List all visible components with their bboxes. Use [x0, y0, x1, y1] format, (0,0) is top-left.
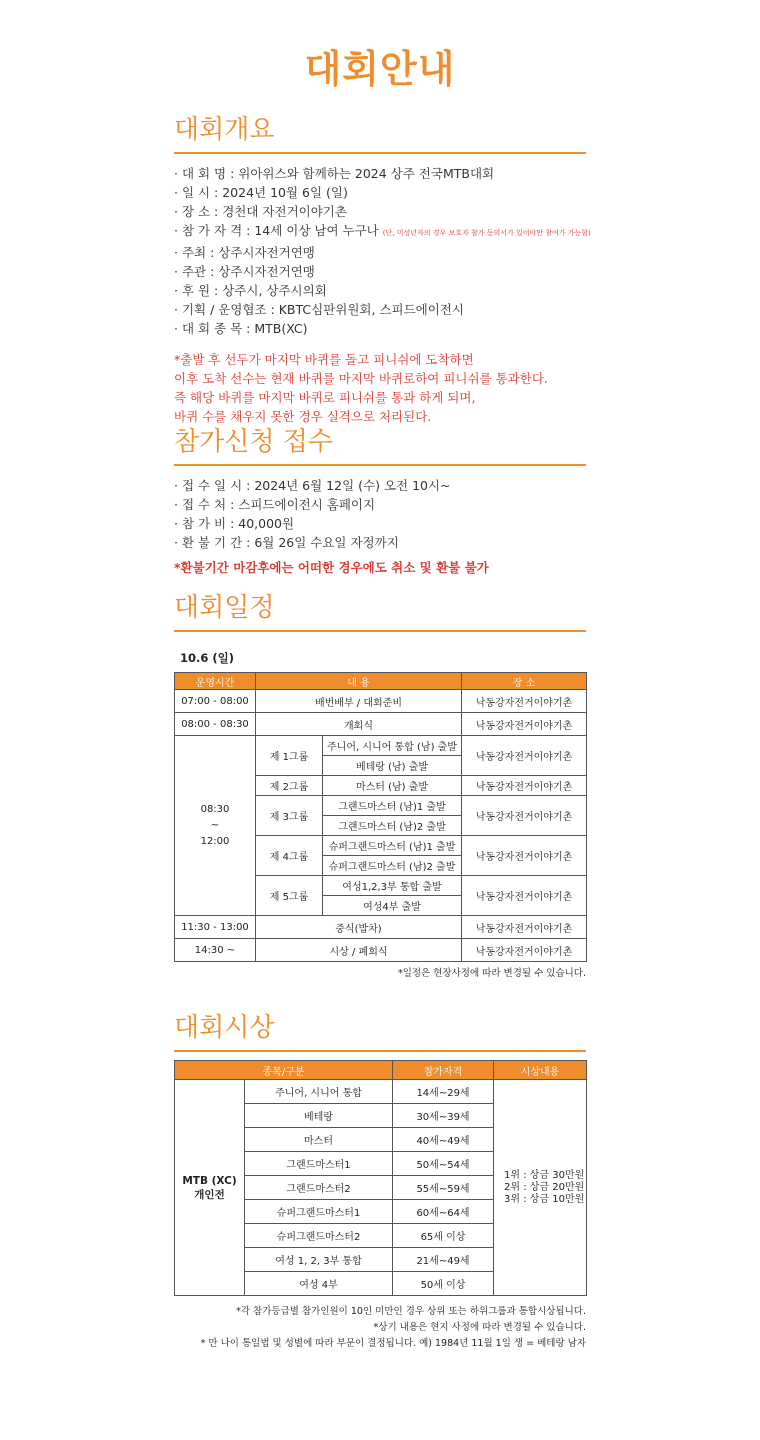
age-cell: 40세~49세 — [393, 1128, 494, 1152]
place-cell: 낙동강자전거이야기촌 — [462, 736, 587, 776]
age-cell: 21세~49세 — [393, 1248, 494, 1272]
overview-item: · 장 소 : 경천대 자전거이야기촌 — [174, 204, 347, 219]
col-header-content: 내 용 — [256, 673, 462, 690]
event-cell: 슈퍼그랜드마스터 (남)2 출발 — [323, 856, 462, 876]
col-header-time: 운영시간 — [175, 673, 256, 690]
age-cell: 50세~54세 — [393, 1152, 494, 1176]
age-cell: 14세~29세 — [393, 1080, 494, 1104]
age-cell: 30세~39세 — [393, 1104, 494, 1128]
awards-header-row — [175, 1061, 587, 1080]
prize-line: 2위 : 상금 20만원 — [504, 1181, 585, 1193]
schedule-section — [174, 590, 586, 982]
table-row — [175, 916, 587, 939]
time-cell: 07:00 - 08:00 — [175, 690, 256, 713]
event-cell: 여성1,2,3부 통합 출발 — [323, 876, 462, 896]
eligibility-note: (단, 미성년자의 경우 보호자 참가 동의서가 있어야만 참여가 가능함) — [382, 229, 591, 237]
group-cell: 제 5그룹 — [256, 876, 323, 916]
notice-line: *출발 후 선두가 마지막 바퀴를 돌고 피니쉬에 도착하면 — [174, 352, 474, 367]
content-cell: 배번배부 / 대회준비 — [256, 690, 462, 713]
table-row — [175, 690, 587, 713]
race-time-cell — [175, 736, 256, 916]
event-cell: 베테랑 (남) 출발 — [323, 756, 462, 776]
group-cell: 제 1그룹 — [256, 736, 323, 776]
prize-cell — [494, 1080, 587, 1296]
division-cell: 여성 1, 2, 3부 통합 — [245, 1248, 393, 1272]
registration-item: · 참 가 비 : 40,000원 — [174, 516, 295, 531]
overview-item-eligibility — [174, 221, 591, 243]
awards-notes — [174, 1304, 586, 1352]
division-cell: 슈퍼그랜드마스터1 — [245, 1200, 393, 1224]
awards-section — [174, 1010, 586, 1352]
event-cell: 슈퍼그랜드마스터 (남)1 출발 — [323, 836, 462, 856]
registration-section — [174, 424, 586, 577]
time-cell: 14:30 ~ — [175, 939, 256, 962]
place-cell: 낙동강자전거이야기촌 — [462, 796, 587, 836]
registration-item: · 접 수 처 : 스피드에이전시 홈페이지 — [174, 497, 376, 512]
category-cell — [175, 1080, 245, 1296]
division-cell: 그랜드마스터2 — [245, 1176, 393, 1200]
group-cell: 제 2그룹 — [256, 776, 323, 796]
group-cell: 제 3그룹 — [256, 796, 323, 836]
place-cell: 낙동강자전거이야기촌 — [462, 690, 587, 713]
registration-list — [174, 476, 586, 552]
registration-item: · 접 수 일 시 : 2024년 6월 12일 (수) 오전 10시~ — [174, 478, 451, 493]
page-title: 대회안내 — [304, 47, 456, 91]
table-row — [175, 939, 587, 962]
table-row — [175, 736, 587, 756]
race-time-start: 08:30 — [200, 803, 230, 815]
refund-notice-text: *환불기간 마감후에는 어떠한 경우에도 취소 및 환불 불가 — [174, 560, 489, 575]
eligibility-text: · 참 가 자 격 : 14세 이상 남여 누구나 — [174, 223, 379, 238]
overview-item: · 주최 : 상주시자전거연맹 — [174, 245, 315, 260]
col-header-prize: 시상내용 — [494, 1061, 587, 1080]
schedule-table — [174, 672, 587, 962]
event-cell: 여성4부 출발 — [323, 896, 462, 916]
age-cell: 55세~59세 — [393, 1176, 494, 1200]
awards-note: * 만 나이 통일법 및 성별에 따라 부문이 결정됩니다. 예) 1984년 11월 1일 생 = 베테랑 남자 — [200, 1338, 586, 1349]
race-time-end: 12:00 — [200, 835, 230, 847]
division-cell: 그랜드마스터1 — [245, 1152, 393, 1176]
place-cell: 낙동강자전거이야기촌 — [462, 916, 587, 939]
content-cell: 개회식 — [256, 713, 462, 736]
event-cell: 그랜드마스터 (남)2 출발 — [323, 816, 462, 836]
schedule-note: *일정은 현장사정에 따라 변경될 수 있습니다. — [397, 968, 586, 979]
overview-section — [174, 112, 591, 426]
time-cell: 11:30 - 13:00 — [175, 916, 256, 939]
age-cell: 60세~64세 — [393, 1200, 494, 1224]
place-cell: 낙동강자전거이야기촌 — [462, 836, 587, 876]
division-cell: 베테랑 — [245, 1104, 393, 1128]
awards-table — [174, 1060, 587, 1296]
awards-note: *각 참가등급별 참가인원이 10인 미만인 경우 상위 또는 하위그룹과 통합시상됩니다. — [236, 1306, 586, 1317]
schedule-date: 10.6 (일) — [180, 651, 234, 665]
age-cell: 50세 이상 — [393, 1272, 494, 1296]
time-cell: 08:00 - 08:30 — [175, 713, 256, 736]
content-cell: 시상 / 폐회식 — [256, 939, 462, 962]
overview-item: · 기획 / 운영협조 : KBTC심판위원회, 스피드에이전시 — [174, 302, 464, 317]
col-header-division: 종목/구분 — [175, 1061, 393, 1080]
event-cell: 주니어, 시니어 통합 (남) 출발 — [323, 736, 462, 756]
notice-line: 즉 해당 바퀴를 마지막 바퀴로 피니쉬를 통과 하게 되며, — [174, 390, 476, 405]
col-header-place: 장 소 — [462, 673, 587, 690]
category-line: 개인전 — [194, 1188, 225, 1201]
division-cell: 주니어, 시니어 통합 — [245, 1080, 393, 1104]
table-row — [175, 1080, 587, 1104]
race-rule-notice — [174, 350, 586, 426]
notice-line: 이후 도착 선수는 현재 바퀴를 마지막 바퀴로하여 피니쉬를 통과한다. — [174, 371, 548, 386]
table-row — [175, 713, 587, 736]
overview-heading: 대회개요 — [174, 112, 586, 154]
event-cell: 마스터 (남) 출발 — [323, 776, 462, 796]
overview-item: · 일 시 : 2024년 10월 6일 (일) — [174, 185, 348, 200]
schedule-header-row — [175, 673, 587, 690]
overview-item: · 대 회 명 : 위아위스와 함께하는 2024 상주 전국MTB대회 — [174, 166, 495, 181]
col-header-eligibility: 참가자격 — [393, 1061, 494, 1080]
category-line: MTB (XC) — [182, 1174, 237, 1187]
event-cell: 그랜드마스터 (남)1 출발 — [323, 796, 462, 816]
registration-heading: 참가신청 접수 — [174, 424, 586, 466]
awards-note: *상기 내용은 현지 사정에 따라 변경될 수 있습니다. — [373, 1322, 586, 1333]
place-cell: 낙동강자전거이야기촌 — [462, 713, 587, 736]
overview-item: · 대 회 종 목 : MTB(XC) — [174, 321, 308, 336]
place-cell: 낙동강자전거이야기촌 — [462, 876, 587, 916]
division-cell: 여성 4부 — [245, 1272, 393, 1296]
notice-line: 바퀴 수를 채우지 못한 경우 실격으로 처리된다. — [174, 409, 432, 424]
schedule-heading: 대회일정 — [174, 590, 586, 632]
prize-line: 3위 : 상금 10만원 — [504, 1193, 585, 1205]
division-cell: 마스터 — [245, 1128, 393, 1152]
awards-heading: 대회시상 — [174, 1010, 586, 1052]
place-cell: 낙동강자전거이야기촌 — [462, 776, 587, 796]
prize-line: 1위 : 상금 30만원 — [504, 1169, 585, 1181]
race-time-sep: ~ — [210, 819, 220, 831]
refund-notice — [174, 558, 586, 577]
place-cell: 낙동강자전거이야기촌 — [462, 939, 587, 962]
group-cell: 제 4그룹 — [256, 836, 323, 876]
age-cell: 65세 이상 — [393, 1224, 494, 1248]
overview-item: · 주관 : 상주시자전거연맹 — [174, 264, 315, 279]
overview-item: · 후 원 : 상주시, 상주시의회 — [174, 283, 327, 298]
overview-list — [174, 164, 591, 338]
division-cell: 슈퍼그랜드마스터2 — [245, 1224, 393, 1248]
content-cell: 중식(밥차) — [256, 916, 462, 939]
registration-item: · 환 불 기 간 : 6월 26일 수요일 자정까지 — [174, 535, 399, 550]
